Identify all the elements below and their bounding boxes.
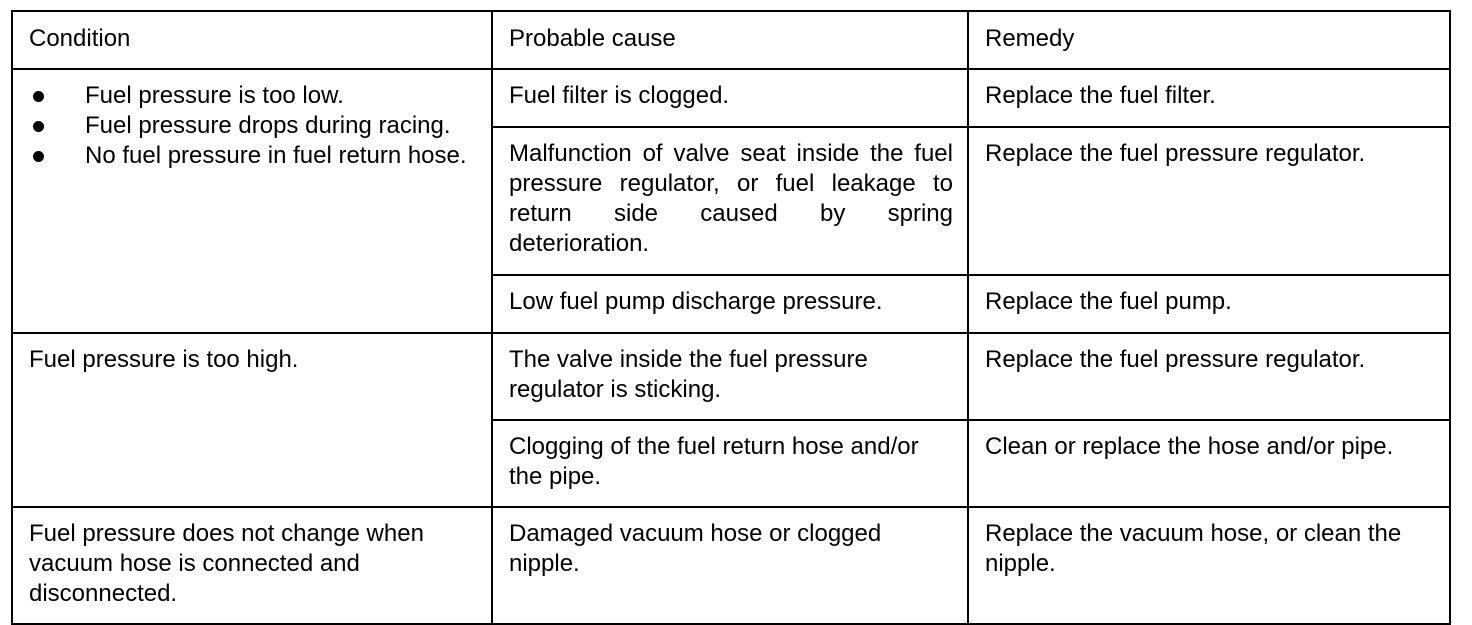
remedy-cell: Replace the vacuum hose, or clean the nipple.	[968, 507, 1450, 624]
remedy-cell: Replace the fuel pump.	[968, 275, 1450, 333]
cause-cell: Fuel filter is clogged.	[492, 69, 968, 127]
condition-list-item: Fuel pressure is too low.	[29, 81, 477, 111]
table-row	[12, 333, 1450, 420]
header-remedy: Remedy	[968, 11, 1450, 69]
header-row	[12, 11, 1450, 69]
table-row	[12, 507, 1450, 624]
cause-cell: The valve inside the fuel pressure regulator is sticking.	[492, 333, 968, 420]
cause-cell: Damaged vacuum hose or clogged nipple.	[492, 507, 968, 624]
condition-cell	[12, 69, 492, 333]
condition-cell: Fuel pressure is too high.	[12, 333, 492, 507]
cause-cell: Low fuel pump discharge pressure.	[492, 275, 968, 333]
condition-list	[29, 81, 477, 171]
remedy-cell: Replace the fuel pressure regulator.	[968, 127, 1450, 275]
header-condition: Condition	[12, 11, 492, 69]
bullet-icon	[33, 151, 44, 162]
bullet-icon	[33, 121, 44, 132]
header-probable-cause: Probable cause	[492, 11, 968, 69]
condition-cell: Fuel pressure does not change when vacuum hose is connected and disconnected.	[12, 507, 492, 624]
remedy-cell: Replace the fuel pressure regulator.	[968, 333, 1450, 420]
table-row	[12, 69, 1450, 127]
bullet-icon	[33, 91, 44, 102]
troubleshooting-table	[11, 10, 1451, 625]
remedy-cell: Clean or replace the hose and/or pipe.	[968, 420, 1450, 507]
remedy-cell: Replace the fuel filter.	[968, 69, 1450, 127]
cause-cell: Clogging of the fuel return hose and/or the pipe.	[492, 420, 968, 507]
condition-list-item: Fuel pressure drops during racing.	[29, 111, 477, 141]
condition-list-item: No fuel pressure in fuel return hose.	[29, 141, 477, 171]
cause-cell: Malfunction of valve seat inside the fuel pressure regulator, or fuel leakage to return side caused by spring deterioration.	[492, 127, 968, 275]
